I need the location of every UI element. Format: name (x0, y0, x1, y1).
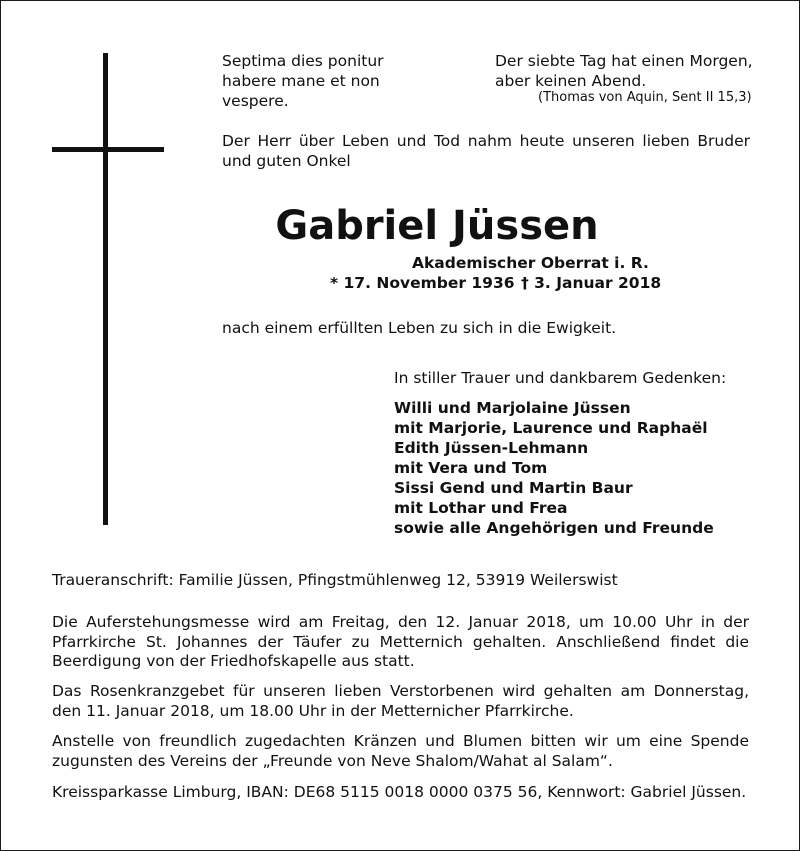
deceased-name: Gabriel Jüssen (275, 203, 599, 249)
donation-paragraph: Anstelle von freundlich zugedachten Kränzen und Blumen bitten wir um eine Spende zugunsten des Vereins der „Freunde von Neve Shalom/Wahat al Salam“. (52, 732, 749, 770)
quote-source: (Thomas von Aquin, Sent II 15,3) (538, 90, 752, 105)
german-quote (495, 51, 753, 91)
intro-text: Der Herr über Leben und Tod nahm heute unseren lieben Bruder und guten Onkel (222, 132, 750, 170)
deceased-title: Akademischer Oberrat i. R. (412, 254, 649, 272)
family-entry: Edith Jüssen-Lehmann (394, 439, 589, 457)
family-list (394, 398, 714, 538)
german-quote-line: Der siebte Tag hat einen Morgen, (495, 52, 753, 70)
family-entry: mit Vera und Tom (394, 459, 548, 477)
cross-icon-bar (52, 147, 164, 152)
latin-quote (222, 51, 384, 111)
family-entry: mit Lothar und Frea (394, 499, 568, 517)
latin-quote-line: vespere. (222, 92, 289, 110)
eternity-text: nach einem erfüllten Leben zu sich in die Ewigkeit. (222, 319, 617, 337)
death-date: † 3. Januar 2018 (521, 274, 662, 292)
bank-details: Kreissparkasse Limburg, IBAN: DE68 5115 0018 0000 0375 56, Kennwort: Gabriel Jüssen. (52, 783, 747, 801)
latin-quote-line: Septima dies ponitur (222, 52, 384, 70)
family-entry: Willi und Marjolaine Jüssen (394, 399, 631, 417)
mass-paragraph: Die Auferstehungsmesse wird am Freitag, den 12. Januar 2018, um 10.00 Uhr in der Pfarrkirche St. Johannes der Täufer zu Metternich gehalten. Anschließend findet die Beerdigung von der Friedhofskapelle aus statt. (52, 613, 749, 670)
latin-quote-line: habere mane et non (222, 72, 380, 90)
german-quote-line: aber keinen Abend. (495, 72, 647, 90)
mourning-line: In stiller Trauer und dankbarem Gedenken: (394, 369, 727, 387)
rosary-paragraph: Das Rosenkranzgebet für unseren lieben Verstorbenen wird gehalten am Donnerstag, den 11. Januar 2018, um 18.00 Uhr in der Metternicher Pfarrkirche. (52, 682, 749, 720)
family-entry: Sissi Gend und Martin Baur (394, 479, 633, 497)
family-entry: sowie alle Angehörigen und Freunde (394, 519, 714, 537)
cross-icon (103, 53, 108, 525)
family-entry: mit Marjorie, Laurence und Raphaël (394, 419, 708, 437)
mourning-address: Traueranschrift: Familie Jüssen, Pfingstmühlenweg 12, 53919 Weilerswist (52, 571, 618, 589)
birth-date: * 17. November 1936 (330, 274, 515, 292)
